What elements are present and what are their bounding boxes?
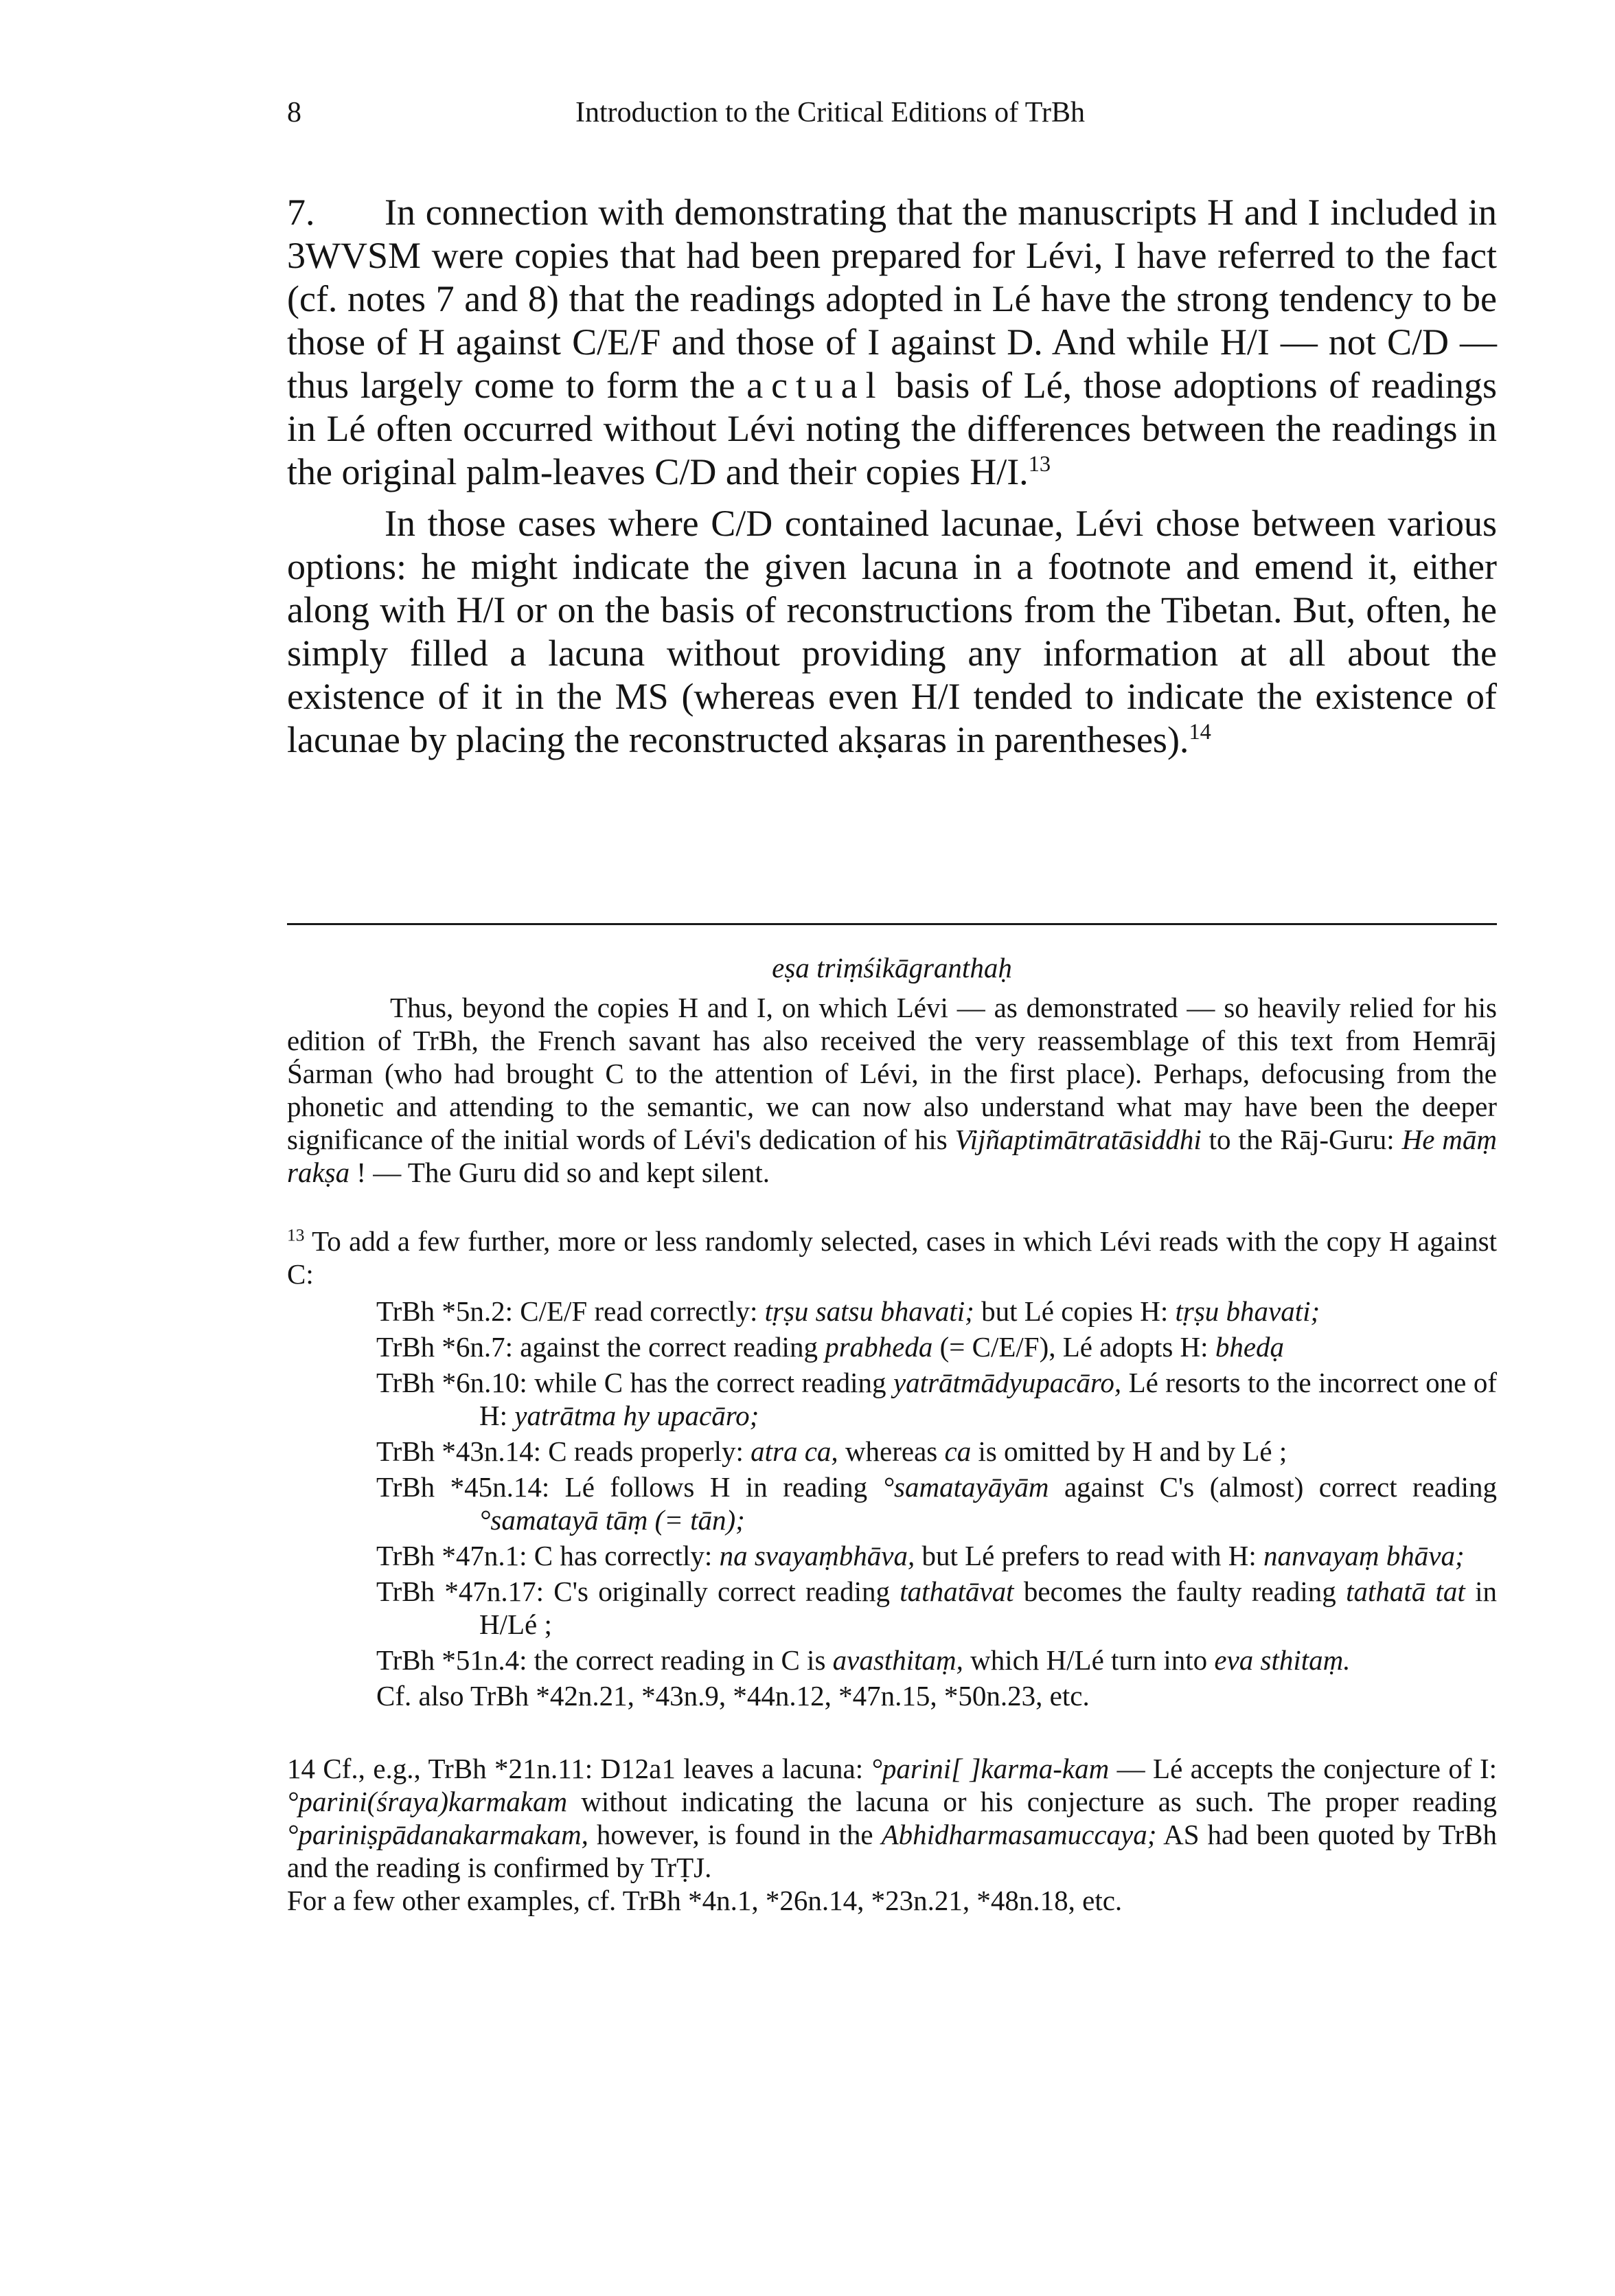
list-item: TrBh *6n.7: against the correct reading prabheda (= C/E/F), Lé adopts H: bhedạ xyxy=(376,1331,1285,1363)
proper-reading: °pariniṣpādanakarmakam, xyxy=(287,1819,588,1850)
main-text xyxy=(287,191,1497,762)
list-item: Cf. also TrBh *42n.21, *43n.9, *44n.12, *47n.15, *50n.23, etc. xyxy=(376,1680,1090,1712)
list-item: TrBh *47n.1: C has correctly: na svayaṃbhāva, but Lé prefers to read with H: nanvayaṃ bhāva; xyxy=(376,1540,1465,1571)
list-item: TrBh *6n.10: while C has the correct reading yatrātmādyupacāro, Lé resorts to the incorrect one of H: yatrātma hy upacāro; xyxy=(376,1367,1498,1431)
footnote-14-extra: For a few other examples, cf. TrBh *4n.1, *26n.14, *23n.21, *48n.18, etc. xyxy=(287,1885,1123,1916)
paragraph-number: 7. xyxy=(287,192,315,233)
footnote-continued-text: Thus, beyond the copies H and I, on which Lévi — as demonstrated — so heavily relied for his edition of TrBh, the French savant has also received the very reassemblage of this text from Hemrāj Śarman (who had brought C to the attention of Lévi, in the first place). Perhaps, defocusing from the phonetic and attending to the semantic, we can now also understand what may have been the deeper significance of the initial words of Lévi's dedication of his xyxy=(287,992,1497,1155)
footnote-continued-text-2: to the Rāj-Guru: xyxy=(1209,1124,1395,1155)
running-head xyxy=(287,96,1496,137)
paragraph-7 xyxy=(287,191,1497,494)
footnote-caption: eṣa triṃśikāgranthaḥ xyxy=(772,952,1012,984)
footnote-number: 14 xyxy=(287,1753,315,1784)
footnote-14: 14 Cf., e.g., TrBh *21n.11: D12a1 leaves a lacuna: °parini[ ]karma-kam — Lé accepts the conjecture of I: °parini(śraya)karmakam without indicating the lacuna or his conjecture as such. The proper reading °pariniṣpādanakarmakam, however, is found in the Abhidharmasamuccaya; AS had been quoted by TrBh and the reading is confirmed by TrṬJ. For a few other examples, cf. TrBh *4n.1, *26n.14, *23n.21, *48n.18, etc. xyxy=(287,1753,1497,1916)
footnote-continued xyxy=(287,991,1497,1189)
paragraph-8-text: In those cases where C/D contained lacunae, Lévi chose between various options: he might indicate the given lacuna in a footnote and emend it, either along with H/I or on the basis of reconstructions from the Tibetan. But, often, he simply filled a lacuna without providing any information at all about the existence of it in the MS (whereas even H/I tended to indicate the existence of lacunae by placing the reconstructed akṣaras in parentheses). xyxy=(287,503,1497,760)
list-item: TrBh *45n.14: Lé follows H in reading °samatayāyām against C's (almost) correct reading °samatayā tāṃ (= tān); xyxy=(376,1471,1498,1536)
quote: He māṃ rakṣa xyxy=(287,1124,1498,1188)
footnote-number: 13 xyxy=(287,1225,305,1245)
list-item: TrBh *51n.4: the correct reading in C is avasthitaṃ, which H/Lé turn into eva sthitaṃ. xyxy=(376,1644,1351,1676)
paragraph-7-text-1: In connection with demonstrating that the manuscripts H and I included in 3WVSM were copies that had been prepared for Lévi, I have referred to the fact (cf. notes 7 and 8) that the readings adopted in Lé have the strong tendency to be those of H against C/E/F and those of I against D. And while H/I — not C/D — thus largely come to form the xyxy=(287,192,1497,406)
footnotes xyxy=(287,951,1497,1917)
list-item: TrBh *43n.14: C reads properly: atra ca, whereas ca is omitted by H and by Lé ; xyxy=(376,1435,1287,1467)
footnote-continued-text-3: ! — The Guru did so and kept silent. xyxy=(356,1157,770,1188)
lacuna-reading: °parini[ ]karma-kam xyxy=(871,1753,1110,1784)
footnote-rule xyxy=(287,923,1497,925)
list-item: TrBh *47n.17: C's originally correct reading tathatāvat becomes the faulty reading tathatā tat in H/Lé ; xyxy=(376,1576,1497,1640)
note-ref-13[interactable]: 13 xyxy=(1028,452,1051,477)
footnote-13 xyxy=(287,1225,1497,1712)
paragraph-7-text-2: basis of Lé, those adoptions of readings in Lé often occurred without Lévi noting the differences between the readings in the original palm-leaves C/D and their copies H/I. xyxy=(287,365,1498,492)
footnote-14-text: Cf., e.g., TrBh *21n.11: D12a1 leaves a lacuna: xyxy=(323,1753,871,1784)
conjecture-reading: °parini(śraya)karmakam xyxy=(287,1786,568,1817)
running-title: Introduction to the Critical Editions of TrBh xyxy=(575,97,1085,128)
note-ref-14[interactable]: 14 xyxy=(1189,720,1211,745)
source-title: Abhidharmasamuccaya; xyxy=(881,1819,1157,1850)
footnote-13-list xyxy=(287,1295,1497,1712)
spaced-emphasis: actual xyxy=(746,365,884,406)
footnote-13-intro: To add a few further, more or less randomly selected, cases in which Lévi reads with the copy H against C: xyxy=(287,1225,1498,1290)
list-item: TrBh *5n.2: C/E/F read correctly: tṛṣu satsu bhavati; but Lé copies H: tṛṣu bhavati; xyxy=(376,1295,1320,1327)
page-number: 8 xyxy=(287,97,301,128)
paragraph-8 xyxy=(287,502,1497,762)
work-title: Vijñaptimātratāsiddhi xyxy=(954,1124,1202,1155)
